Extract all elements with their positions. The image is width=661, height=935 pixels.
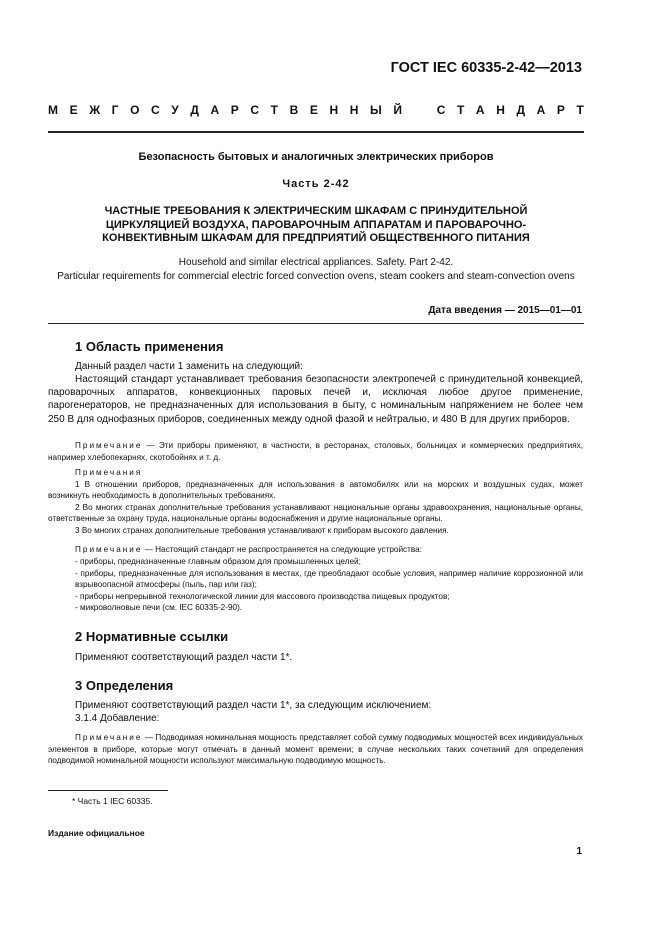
section-3-heading: 3 Определения — [75, 678, 174, 693]
header-divider — [48, 131, 584, 133]
english-title-line2: Particular requirements for commercial electric forced convection ovens, steam cookers and steam-convection ovens — [57, 271, 575, 282]
english-title — [20, 256, 612, 284]
banner-letter: М — [48, 103, 58, 117]
footnote-divider — [48, 790, 168, 791]
banner-letter: Ы — [369, 103, 382, 117]
notes-label — [48, 467, 583, 479]
banner-letter: А — [536, 103, 546, 117]
section-3-addition: 3.1.4 Добавление: — [75, 713, 160, 724]
banner-letter: А — [475, 103, 485, 117]
banner-letter: С — [250, 103, 260, 117]
english-title-line1: Household and similar electrical appliances. Safety. Part 2-42. — [178, 257, 454, 268]
banner-letter: Е — [69, 103, 78, 117]
banner-letter: Д — [516, 103, 526, 117]
banner-letter: Т — [456, 103, 465, 117]
note-text: — Подводимая номинальная мощность представляет собой сумму подводимых мощностей всех индивидуальных элементов в приборе, которые могут отмечать в данный момент времени; в случае нескольких таких сочетаний для определения подводимой номинальной мощности используют максимальную подводимую мощность. — [48, 733, 583, 765]
section-1-heading: 1 Область применения — [75, 339, 224, 354]
banner-letter: С — [436, 103, 446, 117]
exclusion-item: - приборы, предназначенные главным образом для промышленных целей; — [75, 557, 361, 566]
main-title: ЧАСТНЫЕ ТРЕБОВАНИЯ К ЭЛЕКТРИЧЕСКИМ ШКАФАМ С ПРИНУДИТЕЛЬНОЙ ЦИРКУЛЯЦИЕЙ ВОЗДУХА, ПАРОВАРОЧНЫМ АППАРАТАМ И ПАРОВАРОЧНО-КОНВЕКТИВНЫМ ШКАФАМ ДЛЯ ПРЕДПРИЯТИЙ ОБЩЕСТВЕННОГО ПИТАНИЯ — [102, 205, 530, 244]
banner-letter: Н — [329, 103, 339, 117]
section-2-paragraph: Применяют соответствующий раздел части 1*. — [75, 652, 293, 663]
official-edition-label: Издание официальное — [48, 828, 145, 838]
note-item: 2 Во многих странах дополнительные требования устанавливают национальные органы здравоохранения, национальные органы, ответственные за охрану труда, национальные органы водоснабжения и другие национальные органы. — [48, 502, 583, 523]
banner-letter: Е — [309, 103, 318, 117]
banner-letter: Д — [190, 103, 199, 117]
exclusion-item: - микроволновые печи (см. IEC 60335-2-90). — [75, 603, 243, 612]
banner-letter: Р — [556, 103, 565, 117]
page-number: 1 — [576, 846, 582, 857]
section-1-note — [48, 440, 583, 463]
document-code: ГОСТ IEC 60335-2-42—2013 — [390, 60, 582, 76]
banner-letter: А — [210, 103, 220, 117]
banner-letter: Т — [270, 103, 278, 117]
note-label: Примечание — [75, 733, 143, 742]
banner-letter: Р — [230, 103, 239, 117]
note-item: 1 В отношении приборов, предназначенных для использования в автомобилях или на морских и воздушных судах, может возникнуть необходимость в дополнительных требованиях. — [48, 479, 583, 500]
exclusion-item: - приборы непрерывной технологической линии для массового производства пищевых продуктов; — [75, 591, 450, 601]
banner-letter: О — [130, 103, 140, 117]
section-1-scope-paragraph: Настоящий стандарт устанавливает требования безопасности электропечей с принудительной конвекцией, пароварочных аппаратов, конвекционных паровых печей и, исключая любое другое применение, парогенераторов, не предназначенных для использования в быту, с номинальным напряжением не более чем 250 В для однофазных приборов, соединенных между одной фазой и нейтралью, и 480 В для других приборов. — [48, 374, 583, 425]
exclusion-item: - приборы, предназначенные для использования в местах, где преобладают особые условия, например наличие коррозионной или взрывоопасной атмосферы (пыль, пар или газ); — [75, 568, 583, 589]
notes-label-text: Примечания — [75, 468, 143, 477]
banner-letter: Г — [111, 103, 119, 117]
section-2-heading: 2 Нормативные ссылки — [75, 629, 229, 644]
section-1-notes — [48, 467, 583, 536]
banner-letter: У — [171, 103, 179, 117]
note-item: 3 Во многих странах дополнительные требования устанавливают к приборам высокого давления. — [75, 525, 449, 535]
banner-letter: В — [289, 103, 299, 117]
footnote: * Часть 1 IEC 60335. — [72, 796, 153, 806]
note-text: — Настоящий стандарт не распространяется на следующие устройства: — [142, 545, 422, 554]
banner-letter: С — [151, 103, 160, 117]
banner-letter: Й — [393, 103, 402, 117]
note-label: Примечание — [75, 545, 143, 554]
introduction-date: Дата введения — 2015—01—01 — [428, 305, 582, 316]
note-label: Примечание — [75, 441, 143, 450]
banner-letter: Н — [496, 103, 505, 117]
exclusions-list — [48, 556, 583, 614]
part-title: Часть 2-42 — [282, 178, 350, 190]
banner-letter: Т — [576, 103, 584, 117]
section-1-exclusions-note — [48, 544, 583, 556]
banner-letter: Н — [349, 103, 359, 117]
section-1-intro: Данный раздел части 1 заменить на следующий: — [75, 361, 303, 372]
banner-letter: Ж — [89, 103, 101, 117]
interstate-standard-banner — [48, 103, 584, 117]
general-title: Безопасность бытовых и аналогичных электрических приборов — [138, 151, 494, 163]
note-text: — Эти приборы применяют, в частности, в ресторанах, столовых, больницах и коммерческих предприятиях, например хлебопекарнях, скотобойнях и т. д. — [48, 441, 583, 462]
section-3-paragraph: Применяют соответствующий раздел части 1*, за следующим исключением: — [75, 700, 432, 711]
section-3-note — [48, 732, 583, 767]
title-divider — [48, 323, 584, 324]
